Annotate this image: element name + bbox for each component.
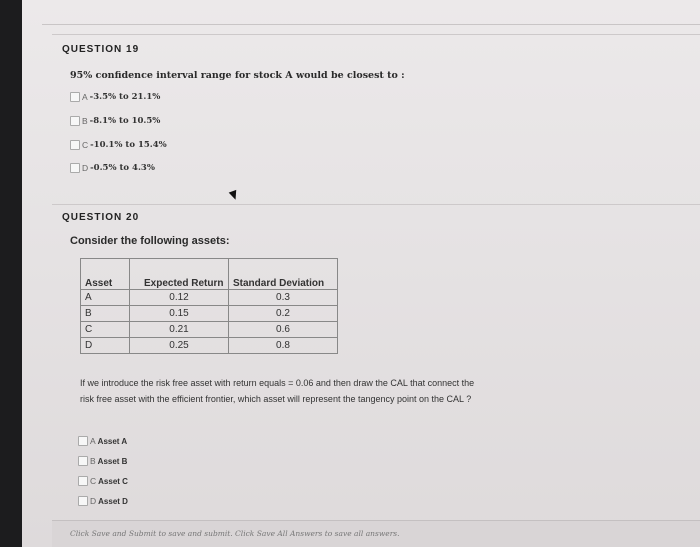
- cell-asset: C: [81, 322, 130, 338]
- q19-option-a-letter: A: [82, 92, 88, 102]
- q19-option-a[interactable]: [70, 92, 160, 102]
- q19-option-b-checkbox[interactable]: [70, 116, 80, 126]
- table-row: [81, 322, 338, 338]
- cell-asset: A: [81, 290, 130, 306]
- cell-expected-return: 0.12: [130, 290, 229, 306]
- q19-option-c[interactable]: [70, 140, 167, 150]
- question-20-prompt-line-1: If we introduce the risk free asset with return equals = 0.06 and then draw the CAL that connect the: [80, 378, 475, 388]
- cell-standard-deviation: 0.6: [229, 322, 338, 338]
- q20-option-c[interactable]: [78, 476, 128, 486]
- footer-bar: [52, 520, 700, 547]
- assets-table-header-row: [81, 259, 338, 290]
- quiz-screen: [22, 0, 700, 547]
- q20-option-a-letter: A: [90, 436, 96, 446]
- footer-instructions: Click Save and Submit to save and submit. Click Save All Answers to save all answers.: [70, 529, 400, 538]
- q20-option-c-letter: C: [90, 476, 97, 486]
- q20-option-d[interactable]: [78, 496, 128, 506]
- q20-option-a-checkbox[interactable]: [78, 436, 88, 446]
- cell-asset: D: [81, 338, 130, 354]
- q20-option-b-letter: B: [90, 456, 96, 466]
- q19-option-d-letter: D: [82, 163, 89, 173]
- question-19-text: 95% confidence interval range for stock A would be closest to :: [70, 70, 405, 81]
- col-header-asset: Asset: [81, 259, 130, 290]
- cell-expected-return: 0.15: [130, 306, 229, 322]
- q20-option-a[interactable]: [78, 436, 127, 446]
- question-20-intro: Consider the following assets:: [70, 235, 230, 247]
- q19-option-a-checkbox[interactable]: [70, 92, 80, 102]
- q20-option-d-text: Asset D: [98, 496, 128, 506]
- top-divider: [42, 24, 700, 25]
- q20-option-c-checkbox[interactable]: [78, 476, 88, 486]
- cell-asset: B: [81, 306, 130, 322]
- q20-option-c-text: Asset C: [98, 476, 128, 486]
- cell-standard-deviation: 0.3: [229, 290, 338, 306]
- q20-option-b-text: Asset B: [97, 456, 128, 466]
- q19-option-c-text: -10.1% to 15.4%: [90, 140, 167, 150]
- cell-standard-deviation: 0.2: [229, 306, 338, 322]
- q19-option-b[interactable]: [70, 116, 160, 126]
- q20-option-b-checkbox[interactable]: [78, 456, 88, 466]
- question-19-header: QUESTION 19: [62, 44, 140, 55]
- table-row: [81, 306, 338, 322]
- assets-table: [80, 258, 338, 354]
- q19-option-d[interactable]: [70, 163, 155, 173]
- question-20-prompt-line-2: risk free asset with the efficient frontier, which asset will represent the tangency point on the CAL ?: [80, 394, 472, 404]
- q19-option-b-letter: B: [82, 116, 88, 126]
- col-header-expected-return: Expected Return: [130, 259, 229, 290]
- mouse-cursor-icon: [229, 190, 240, 201]
- q19-option-c-letter: C: [82, 140, 89, 150]
- q20-option-a-text: Asset A: [97, 436, 128, 446]
- table-row: [81, 338, 338, 354]
- q19-option-d-text: -0.5% to 4.3%: [90, 163, 155, 173]
- q19-option-c-checkbox[interactable]: [70, 140, 80, 150]
- col-header-standard-deviation: Standard Deviation: [229, 259, 338, 290]
- question-20-panel: [52, 204, 700, 521]
- question-20-header: QUESTION 20: [62, 212, 140, 223]
- q20-option-b[interactable]: [78, 456, 127, 466]
- cell-expected-return: 0.25: [130, 338, 229, 354]
- q19-option-a-text: -3.5% to 21.1%: [89, 92, 161, 102]
- table-row: [81, 290, 338, 306]
- cell-expected-return: 0.21: [130, 322, 229, 338]
- cell-standard-deviation: 0.8: [229, 338, 338, 354]
- q20-option-d-letter: D: [90, 496, 97, 506]
- q20-option-d-checkbox[interactable]: [78, 496, 88, 506]
- q19-option-d-checkbox[interactable]: [70, 163, 80, 173]
- q19-option-b-text: -8.1% to 10.5%: [89, 116, 161, 126]
